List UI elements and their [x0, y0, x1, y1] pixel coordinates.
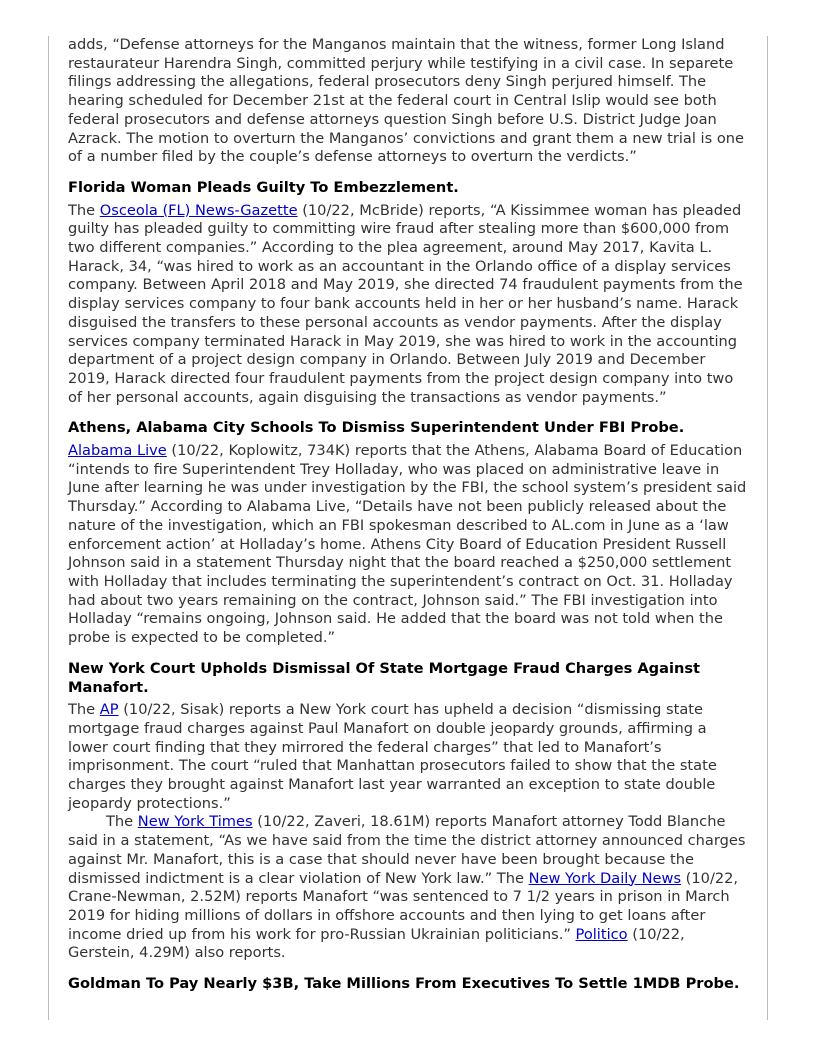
- osceola-news-gazette-link[interactable]: Osceola (FL) News-Gazette: [99, 201, 298, 219]
- florida-lead: The: [68, 201, 100, 219]
- alabama-live-link[interactable]: Alabama Live: [68, 442, 167, 460]
- manafort-p2-body-2: (10/22, Crane-Newman, 2.52M) reports Manafort “was sentenced to 7 1/2 years in prison in March 2019 for hiding millions of dollars in offshore accounts and then lying to get loans after income dried up from his work for pro-Russian Ukrainian politicians.”: [68, 869, 739, 943]
- politico-link[interactable]: Politico: [575, 925, 628, 943]
- manafort-p1-lead: The: [68, 701, 100, 719]
- new-york-times-link[interactable]: New York Times: [137, 813, 253, 831]
- athens-body: (10/22, Koplowitz, 734K) reports that the Athens, Alabama Board of Education “intends to fire Superintendent Trey Holladay, who was placed on administrative leave in June after learning he was under investigation by the FBI, the school system’s president said Thursday.” According to Alabama Live, “Details have not been publicly released about the nature of the investigation, which an FBI spokesman described to AL.com in June as a ‘law enforcement action’ at Holladay’s home. Athens City Board of Education President Russell Johnson said in a statement Thursday night that the board reached a $250,000 settlement with Holladay that includes terminating the superintendent’s contract on Oct. 31. Holladay had about two years remaining on the contract, Johnson said.” The FBI investigation into Holladay “remains ongoing, Johnson said. He added that the board was not told when the probe is expected to be completed.”: [68, 442, 747, 647]
- manafort-paragraph-1: [68, 701, 750, 813]
- left-margin-rule: [48, 36, 49, 1020]
- newsletter-body: [68, 36, 750, 998]
- manafort-headline: New York Court Upholds Dismissal Of State Mortgage Fraud Charges Against Manafort.: [68, 659, 700, 696]
- manafort-p2-body-1: (10/22, Zaveri, 18.61M) reports Manafort attorney Todd Blanche said in a statement, “As we have said from the time the district attorney announced charges against Mr. Manafort, this is a case that should never have been brought because the dismissed indictment is a clear violation of New York law.” The: [68, 813, 746, 887]
- athens-headline: Athens, Alabama City Schools To Dismiss Superintendent Under FBI Probe.: [68, 419, 685, 437]
- new-york-daily-news-link[interactable]: New York Daily News: [528, 869, 682, 887]
- manafort-p2-lead: The: [106, 813, 138, 831]
- manafort-p1-body: (10/22, Sisak) reports a New York court has upheld a decision “dismissing state mortgage fraud charges against Paul Manafort on double jeopardy grounds, affirming a lower court finding that they mirrored the federal charges” that led to Manafort’s imprisonment. The court “ruled that Manhattan prosecutors failed to show that the state charges they brought against Manafort last year warranted an exception to state double jeopardy protections.”: [68, 701, 717, 812]
- goldman-headline: Goldman To Pay Nearly $3B, Take Millions From Executives To Settle 1MDB Probe.: [68, 975, 740, 993]
- intro-paragraph: adds, “Defense attorneys for the Manganos maintain that the witness, former Long Island restaurateur Harendra Singh, committed perjury while testifying in a civil case. In separete filings addressing the allegations, federal prosecutors deny Singh perjured himself. The hearing scheduled for December 21st at the federal court in Central Islip would see both federal prosecutors and defense attorneys question Singh before U.S. District Judge Joan Azrack. The motion to overturn the Manganos’ convictions and grant them a new trial is one of a number filed by the couple’s defense attorneys to overturn the verdicts.”: [68, 36, 745, 166]
- manafort-p2-body-3: (10/22, Gerstein, 4.29M) also reports.: [68, 925, 685, 962]
- athens-paragraph: [68, 442, 750, 648]
- ap-link[interactable]: AP: [99, 701, 119, 719]
- manafort-paragraph-2: [68, 813, 750, 963]
- florida-headline: Florida Woman Pleads Guilty To Embezzlement.: [68, 178, 459, 196]
- florida-body: (10/22, McBride) reports, “A Kissimmee woman has pleaded guilty has pleaded guilty to committing wire fraud after stealing more than $600,000 from two different companies.” According to the plea agreement, around May 2017, Kavita L. Harack, 34, “was hired to work as an accountant in the Orlando office of a display services company. Between April 2018 and May 2019, she directed 74 fraudulent payments from the display services company to four bank accounts held in her or her husband’s name. Harack disguised the transfers to these personal accounts as vendor payments. After the display services company terminated Harack in May 2019, she was hired to work in the accounting department of a project design company in Orlando. Between July 2019 and December 2019, Harack directed four fraudulent payments from the project design company into two of her personal accounts, again disguising the transactions as vendor payments.”: [68, 201, 743, 406]
- right-margin-rule: [767, 36, 768, 1020]
- florida-paragraph: [68, 202, 750, 408]
